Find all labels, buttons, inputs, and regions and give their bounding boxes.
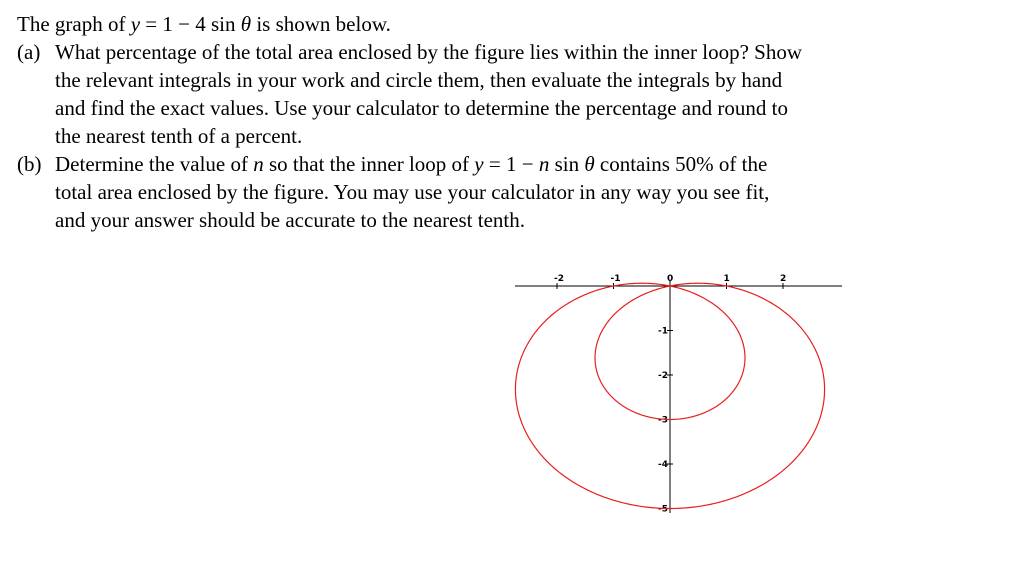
intro-line (17, 10, 1017, 38)
part-b-text-e: contains 50% of the (594, 152, 768, 176)
part-b-var-y: y (474, 152, 484, 176)
part-b-label: (b) (17, 152, 42, 176)
part-a-label: (a) (17, 40, 41, 64)
part-a (17, 38, 1017, 150)
part-a-body (55, 38, 1017, 150)
x-tick-label: -2 (554, 274, 564, 284)
intro-suffix: is shown below. (251, 12, 391, 36)
x-tick-label: 2 (780, 274, 787, 284)
part-b-text-d: sin (549, 152, 585, 176)
intro-prefix: The graph of (17, 12, 131, 36)
part-b-line-2: total area enclosed by the figure. You may use your calculator in any way you see fit, (55, 180, 770, 204)
y-tick-label: -5 (658, 504, 668, 515)
problem-text (17, 10, 1017, 234)
y-tick-label: -4 (658, 460, 668, 470)
part-b-var-n: n (253, 152, 264, 176)
y-tick-label: -1 (658, 326, 668, 337)
intro-theta: θ (240, 12, 252, 36)
part-b-text-a: Determine the value of (55, 152, 254, 176)
part-a-line-1: What percentage of the total area enclosed by the figure lies within the inner loop? Show (55, 40, 802, 64)
intro-var-y: y (130, 12, 141, 36)
y-tick-label: -3 (658, 415, 668, 426)
part-b (17, 150, 1017, 234)
part-b-theta: θ (584, 152, 595, 176)
part-a-line-3: and find the exact values. Use your calculator to determine the percentage and round to (55, 96, 788, 120)
x-tick-label: 1 (723, 274, 730, 284)
part-b-body (55, 150, 1017, 234)
part-b-var-n2: n (538, 152, 550, 176)
part-b-text-c: = 1 − (483, 152, 539, 176)
polar-graph (500, 262, 850, 522)
intro-equation: = 1 − 4 sin (140, 12, 241, 36)
part-b-line-3: and your answer should be accurate to the nearest tenth. (55, 208, 525, 232)
part-b-text-b: so that the inner loop of (263, 152, 475, 176)
x-tick-label: -1 (610, 274, 621, 284)
x-tick-label: 0 (667, 274, 674, 284)
part-a-line-4: the nearest tenth of a percent. (55, 124, 303, 148)
part-b-line-1 (55, 150, 1017, 178)
part-a-line-2: the relevant integrals in your work and circle them, then evaluate the integrals by hand (55, 68, 783, 92)
y-tick-label: -2 (658, 371, 668, 381)
